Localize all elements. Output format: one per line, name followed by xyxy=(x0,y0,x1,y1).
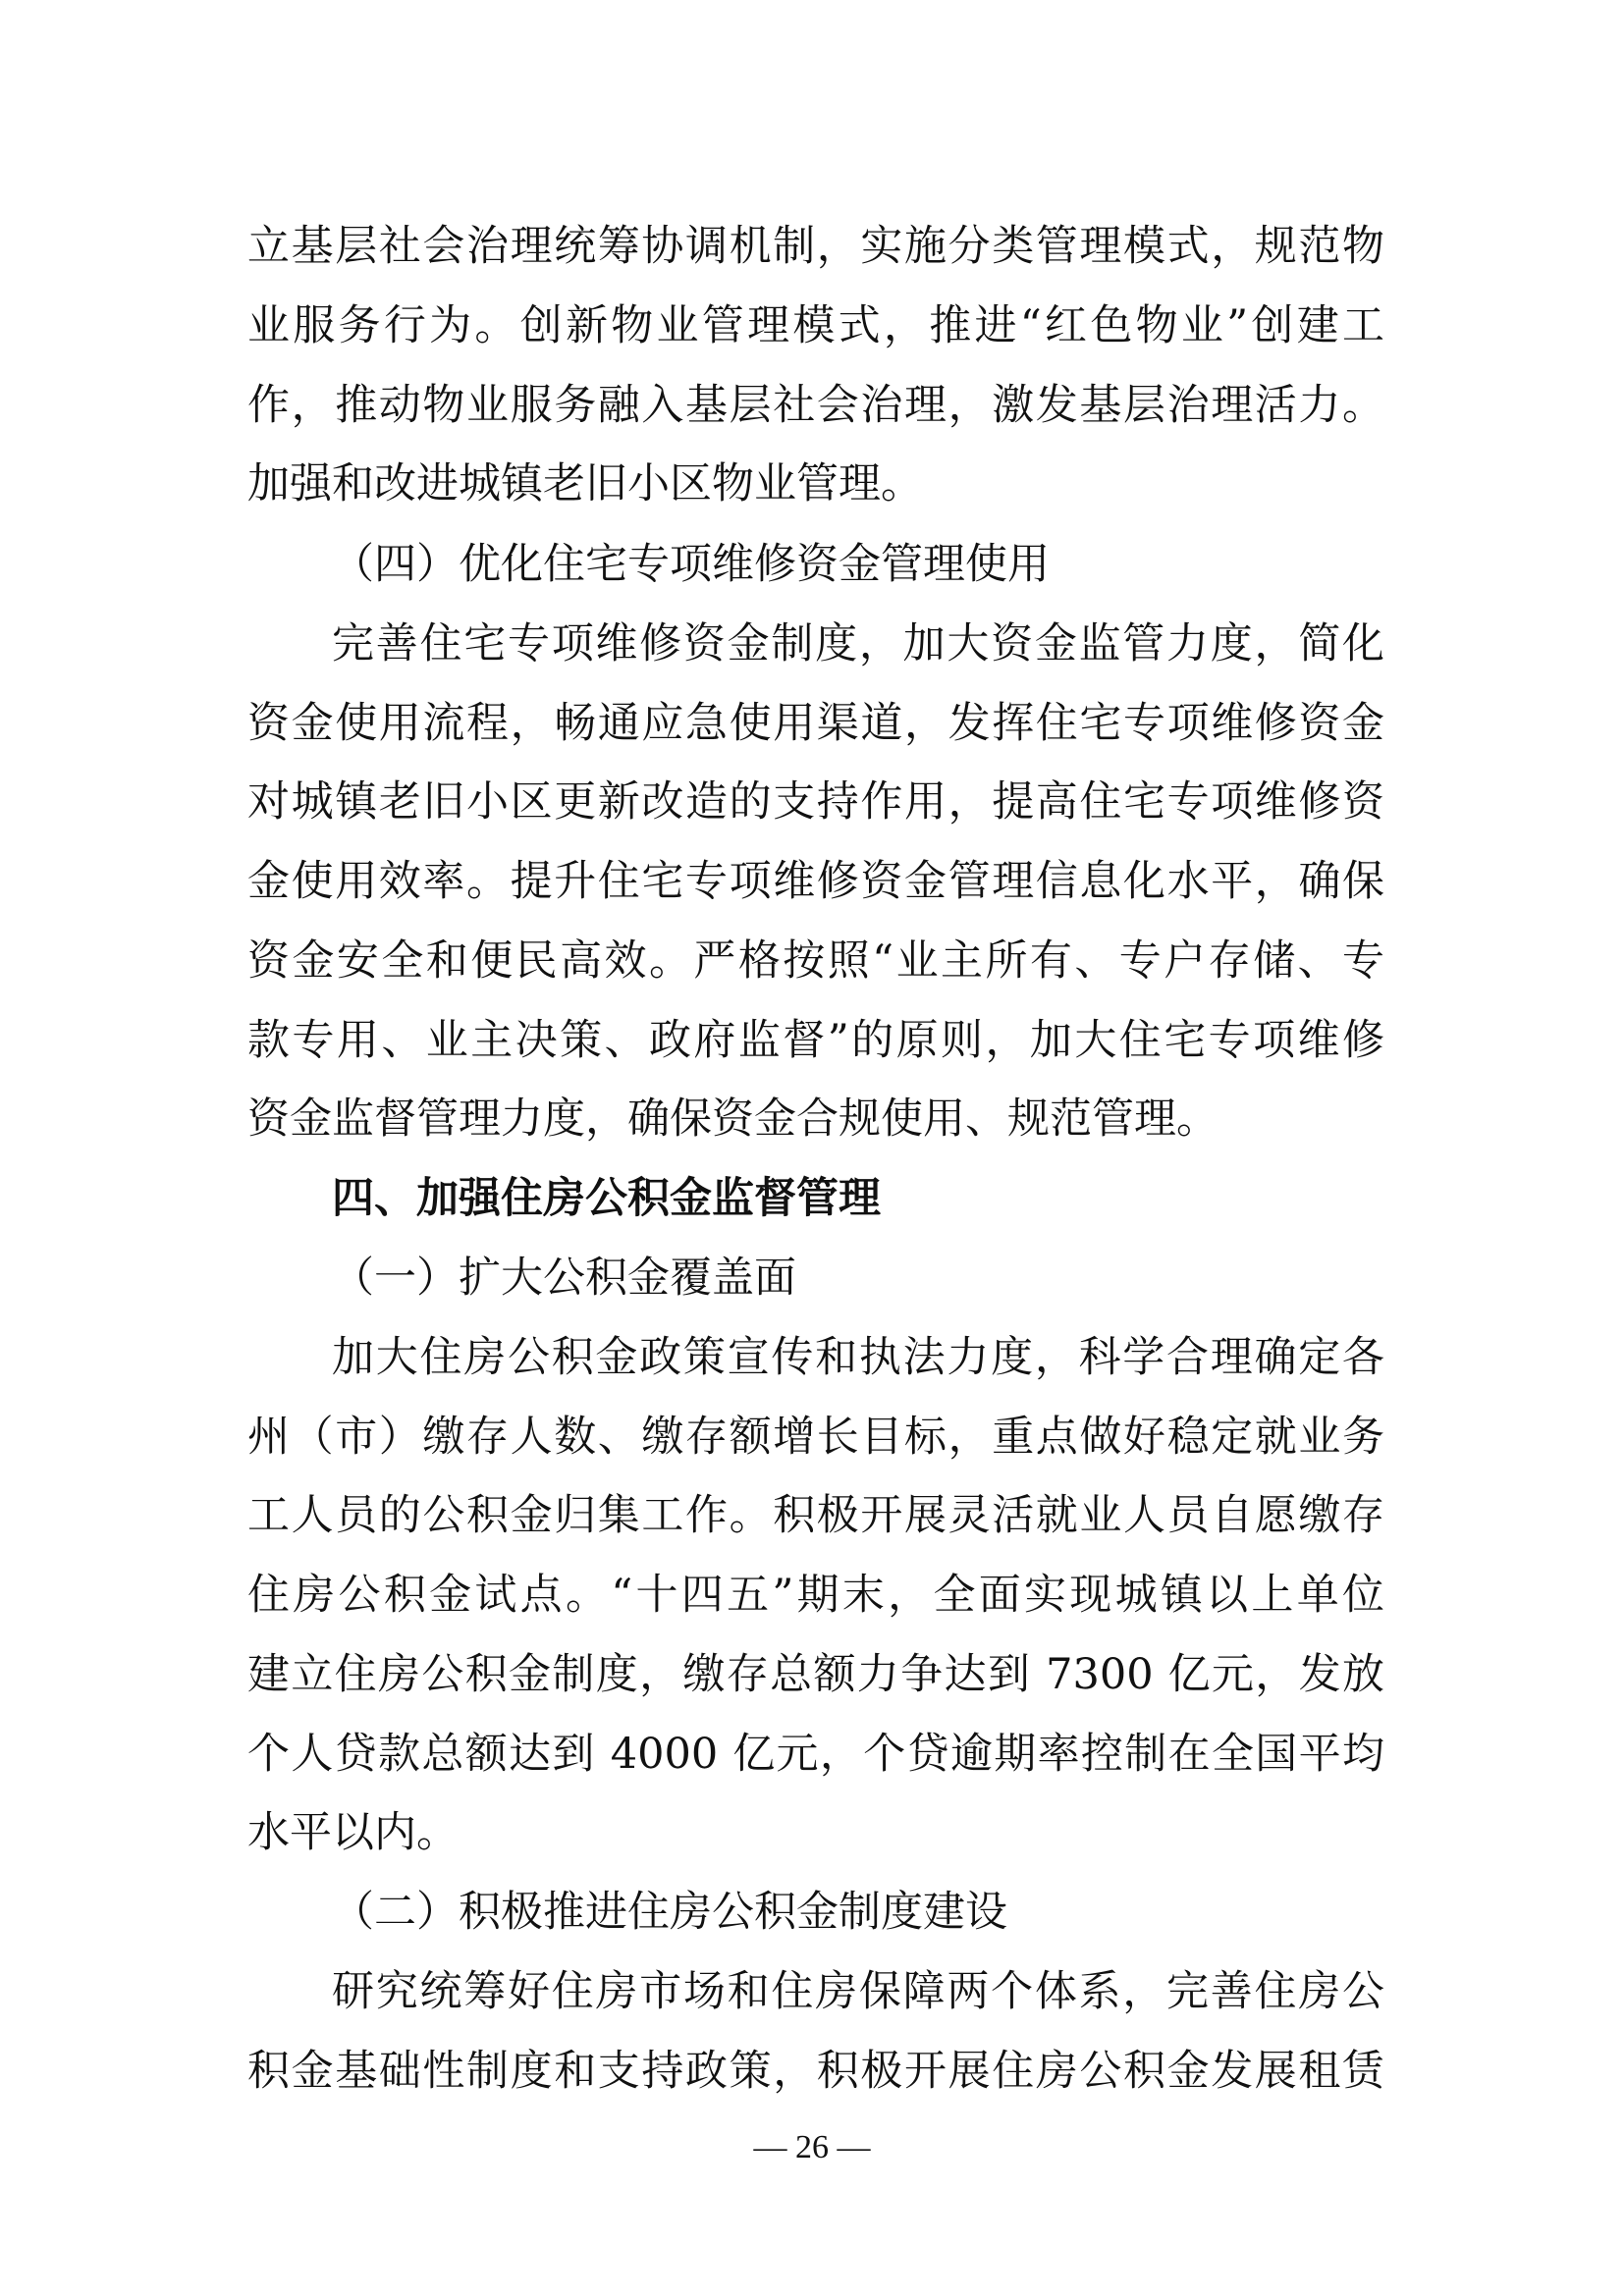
subsection-heading: （一）扩大公积金覆盖面 xyxy=(332,1254,796,1303)
body-line: 工人员的公积金归集工作。积极开展灵活就业人员自愿缴存 xyxy=(247,1491,1384,1540)
body-line: 建立住房公积金制度，缴存总额力争达到 7300 亿元，发放 xyxy=(247,1650,1384,1699)
body-line: 资金使用流程，畅通应急使用渠道，发挥住宅专项维修资金 xyxy=(247,699,1384,748)
body-line: 研究统筹好住房市场和住房保障两个体系，完善住房公 xyxy=(332,1967,1384,2016)
subsection-heading: （二）积极推进住房公积金制度建设 xyxy=(332,1888,1007,1937)
body-line: 个人贷款总额达到 4000 亿元，个贷逾期率控制在全国平均 xyxy=(247,1730,1384,1779)
body-line: 对城镇老旧小区更新改造的支持作用，提高住宅专项维修资 xyxy=(247,777,1384,827)
body-line: 金使用效率。提升住宅专项维修资金管理信息化水平，确保 xyxy=(247,857,1384,906)
body-line: 住房公积金试点。“十四五”期末，全面实现城镇以上单位 xyxy=(247,1571,1384,1620)
body-line: 加大住房公积金政策宣传和执法力度，科学合理确定各 xyxy=(332,1333,1384,1382)
body-line: 款专用、业主决策、政府监督”的原则，加大住宅专项维修 xyxy=(247,1016,1384,1065)
body-line: 作，推动物业服务融入基层社会治理，激发基层治理活力。 xyxy=(247,381,1384,430)
page-number: — 26 — xyxy=(753,2129,871,2165)
body-line: 积金基础性制度和支持政策，积极开展住房公积金发展租赁 xyxy=(247,2047,1384,2096)
subsection-heading: （四）优化住宅专项维修资金管理使用 xyxy=(332,540,1050,589)
body-line: 水平以内。 xyxy=(247,1808,459,1857)
section-heading: 四、加强住房公积金监督管理 xyxy=(332,1174,881,1223)
body-line: 业服务行为。创新物业管理模式，推进“红色物业”创建工 xyxy=(247,301,1384,350)
body-line: 州（市）缴存人数、缴存额增长目标，重点做好稳定就业务 xyxy=(247,1413,1384,1462)
body-line: 加强和改进城镇老旧小区物业管理。 xyxy=(247,459,923,508)
body-line: 完善住宅专项维修资金制度，加大资金监管力度，简化 xyxy=(332,619,1384,668)
body-line: 资金监督管理力度，确保资金合规使用、规范管理。 xyxy=(247,1095,1218,1144)
body-line: 立基层社会治理统筹协调机制，实施分类管理模式，规范物 xyxy=(247,222,1384,271)
body-line: 资金安全和便民高效。严格按照“业主所有、专户存储、专 xyxy=(247,936,1384,986)
